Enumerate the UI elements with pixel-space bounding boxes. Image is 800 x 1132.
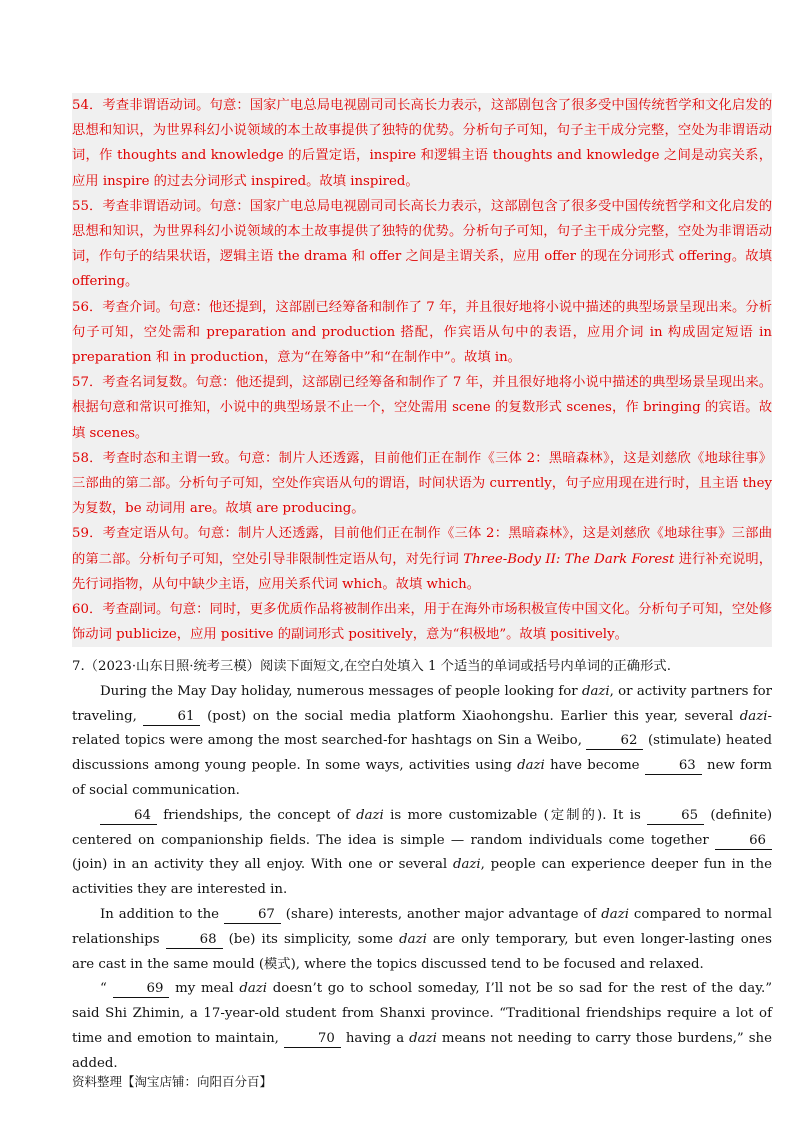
footer-credit: 资料整理【淘宝店铺：向阳百分百】 [72, 1074, 273, 1089]
blank-65[interactable]: 65 [647, 808, 704, 825]
answer-57: 57．考查名词复数。句意：他还提到，这部剧已经筹备和制作了 7 年，并且很好地将小说中描述的典型场景呈现出来。根据句意和常识可推知，小说中的典型场景不止一个，空处需用 scene 的复数形式 scenes，作 bringing 的宾语。故填 scenes。 [72, 375, 772, 441]
book-title: Three-Body II: The Dark Forest [463, 551, 675, 567]
blank-64[interactable]: 64 [100, 808, 157, 825]
answer-60: 60．考查副词。句意：同时，更多优质作品将被制作出来，用于在海外市场积极宣传中国文化。分析句子可知，空处修饰动词 publicize，应用 positive 的副词形式 positively，意为“积极地”。故填 positively。 [72, 602, 772, 643]
blank-61[interactable]: 61 [143, 709, 200, 726]
answer-56: 56．考查介词。句意：他还提到，这部剧已经筹备和制作了 7 年，并且很好地将小说中描述的典型场景呈现出来。分析句子可知，空处需和 preparation and production 搭配，作宾语从句中的表语，应用介词 in 构成固定短语 in preparation 和 in production，意为“在筹备中”和“在制作中”。故填 in。 [72, 299, 772, 366]
answer-54: 54．考查非谓语动词。句意：国家广电总局电视剧司司长高长力表示，这部剧包含了很多受中国传统哲学和文化启发的思想和知识，为世界科幻小说领域的本土故事提供了独特的优势。分析句子可知，句子主干成分完整，空处为非谓语动词，作 thoughts and knowledge 的后置定语，inspire 和逻辑主语 thoughts and knowledge 之间是动宾关系，应用 inspire 的过去分词形式 inspired。故填 inspired。 [72, 98, 772, 189]
answer-59: 59．考查定语从句。句意：制片人还透露，目前他们正在制作《三体 2：黑暗森林》，这是刘慈欣《地球往事》三部曲的第二部。分析句子可知，空处引导非限制性定语从句，对先行词 Three-Body II: The Dark Forest 进行补充说明，先行词指物，从句中缺少主语，应用关系代词 which。故填 which。 [72, 526, 772, 592]
blank-62[interactable]: 62 [586, 733, 643, 750]
blank-68[interactable]: 68 [166, 932, 223, 949]
passage [72, 655, 772, 1077]
passage-paragraph-1: During the May Day holiday, numerous messages of people looking for dazi, or activity partners for traveling, 61 (post) on the social media platform Xiaohongshu. Earlier this year, several dazi-related topics were among the most searched-for hashtags on Sin a Weibo, 62 (stimulate) heated discussions among young people. In some ways, activities using dazi have become 63 new form of social communication. [72, 683, 773, 798]
blank-70[interactable]: 70 [284, 1031, 341, 1048]
answer-58: 58．考查时态和主谓一致。句意：制片人还透露，目前他们正在制作《三体 2：黑暗森林》，这是刘慈欣《地球往事》三部曲的第二部。分析句子可知，空处作宾语从句的谓语，时间状语为 currently，句子应用现在进行时，且主语 they 为复数，be 动词用 are。故填 are producing。 [72, 450, 772, 517]
blank-67[interactable]: 67 [224, 907, 281, 924]
answer-55: 55．考查非谓语动词。句意：国家广电总局电视剧司司长高长力表示，这部剧包含了很多受中国传统哲学和文化启发的思想和知识，为世界科幻小说领域的本土故事提供了独特的优势。分析句子可知，句子主干成分完整，空处为非谓语动词，作句子的结果状语，逻辑主语 the drama 和 offer 之间是主谓关系，应用 offer 的现在分词形式 offering。故填 offering。 [72, 198, 772, 290]
blank-69[interactable]: 69 [113, 981, 170, 998]
blank-66[interactable]: 66 [715, 833, 772, 850]
question-header: 7.（2023·山东日照·统考三模）阅读下面短文,在空白处填入 1 个适当的单词或括号内单词的正确形式. [72, 659, 671, 674]
passage-paragraph-2: 64 friendships, the concept of dazi is more customizable (定制的). It is 65 (definite) centered on companionship fields. The idea is simple — random individuals come together 66 (join) in an activity they all enjoy. With one or several dazi, people can experience deeper fun in the activities they are interested in. [72, 807, 773, 898]
passage-paragraph-3: In addition to the 67 (share) interests, another major advantage of dazi compared to normal relationships 68 (be) its simplicity, some dazi are only temporary, but even longer-lasting ones are cast in the same mould (模式), where the topics discussed tend to be focused and relaxed. [72, 906, 772, 972]
answer-explanations [72, 93, 772, 647]
blank-63[interactable]: 63 [645, 758, 702, 775]
passage-paragraph-4: “ 69 my meal dazi doesn’t go to school someday, I’ll not be so sad for the rest of the day.” said Shi Zhimin, a 17-year-old student from Shanxi province. “Traditional friendships require a lot of time and emotion to maintain, 70 having a dazi means not needing to carry those burdens,” she added. [72, 981, 772, 1071]
